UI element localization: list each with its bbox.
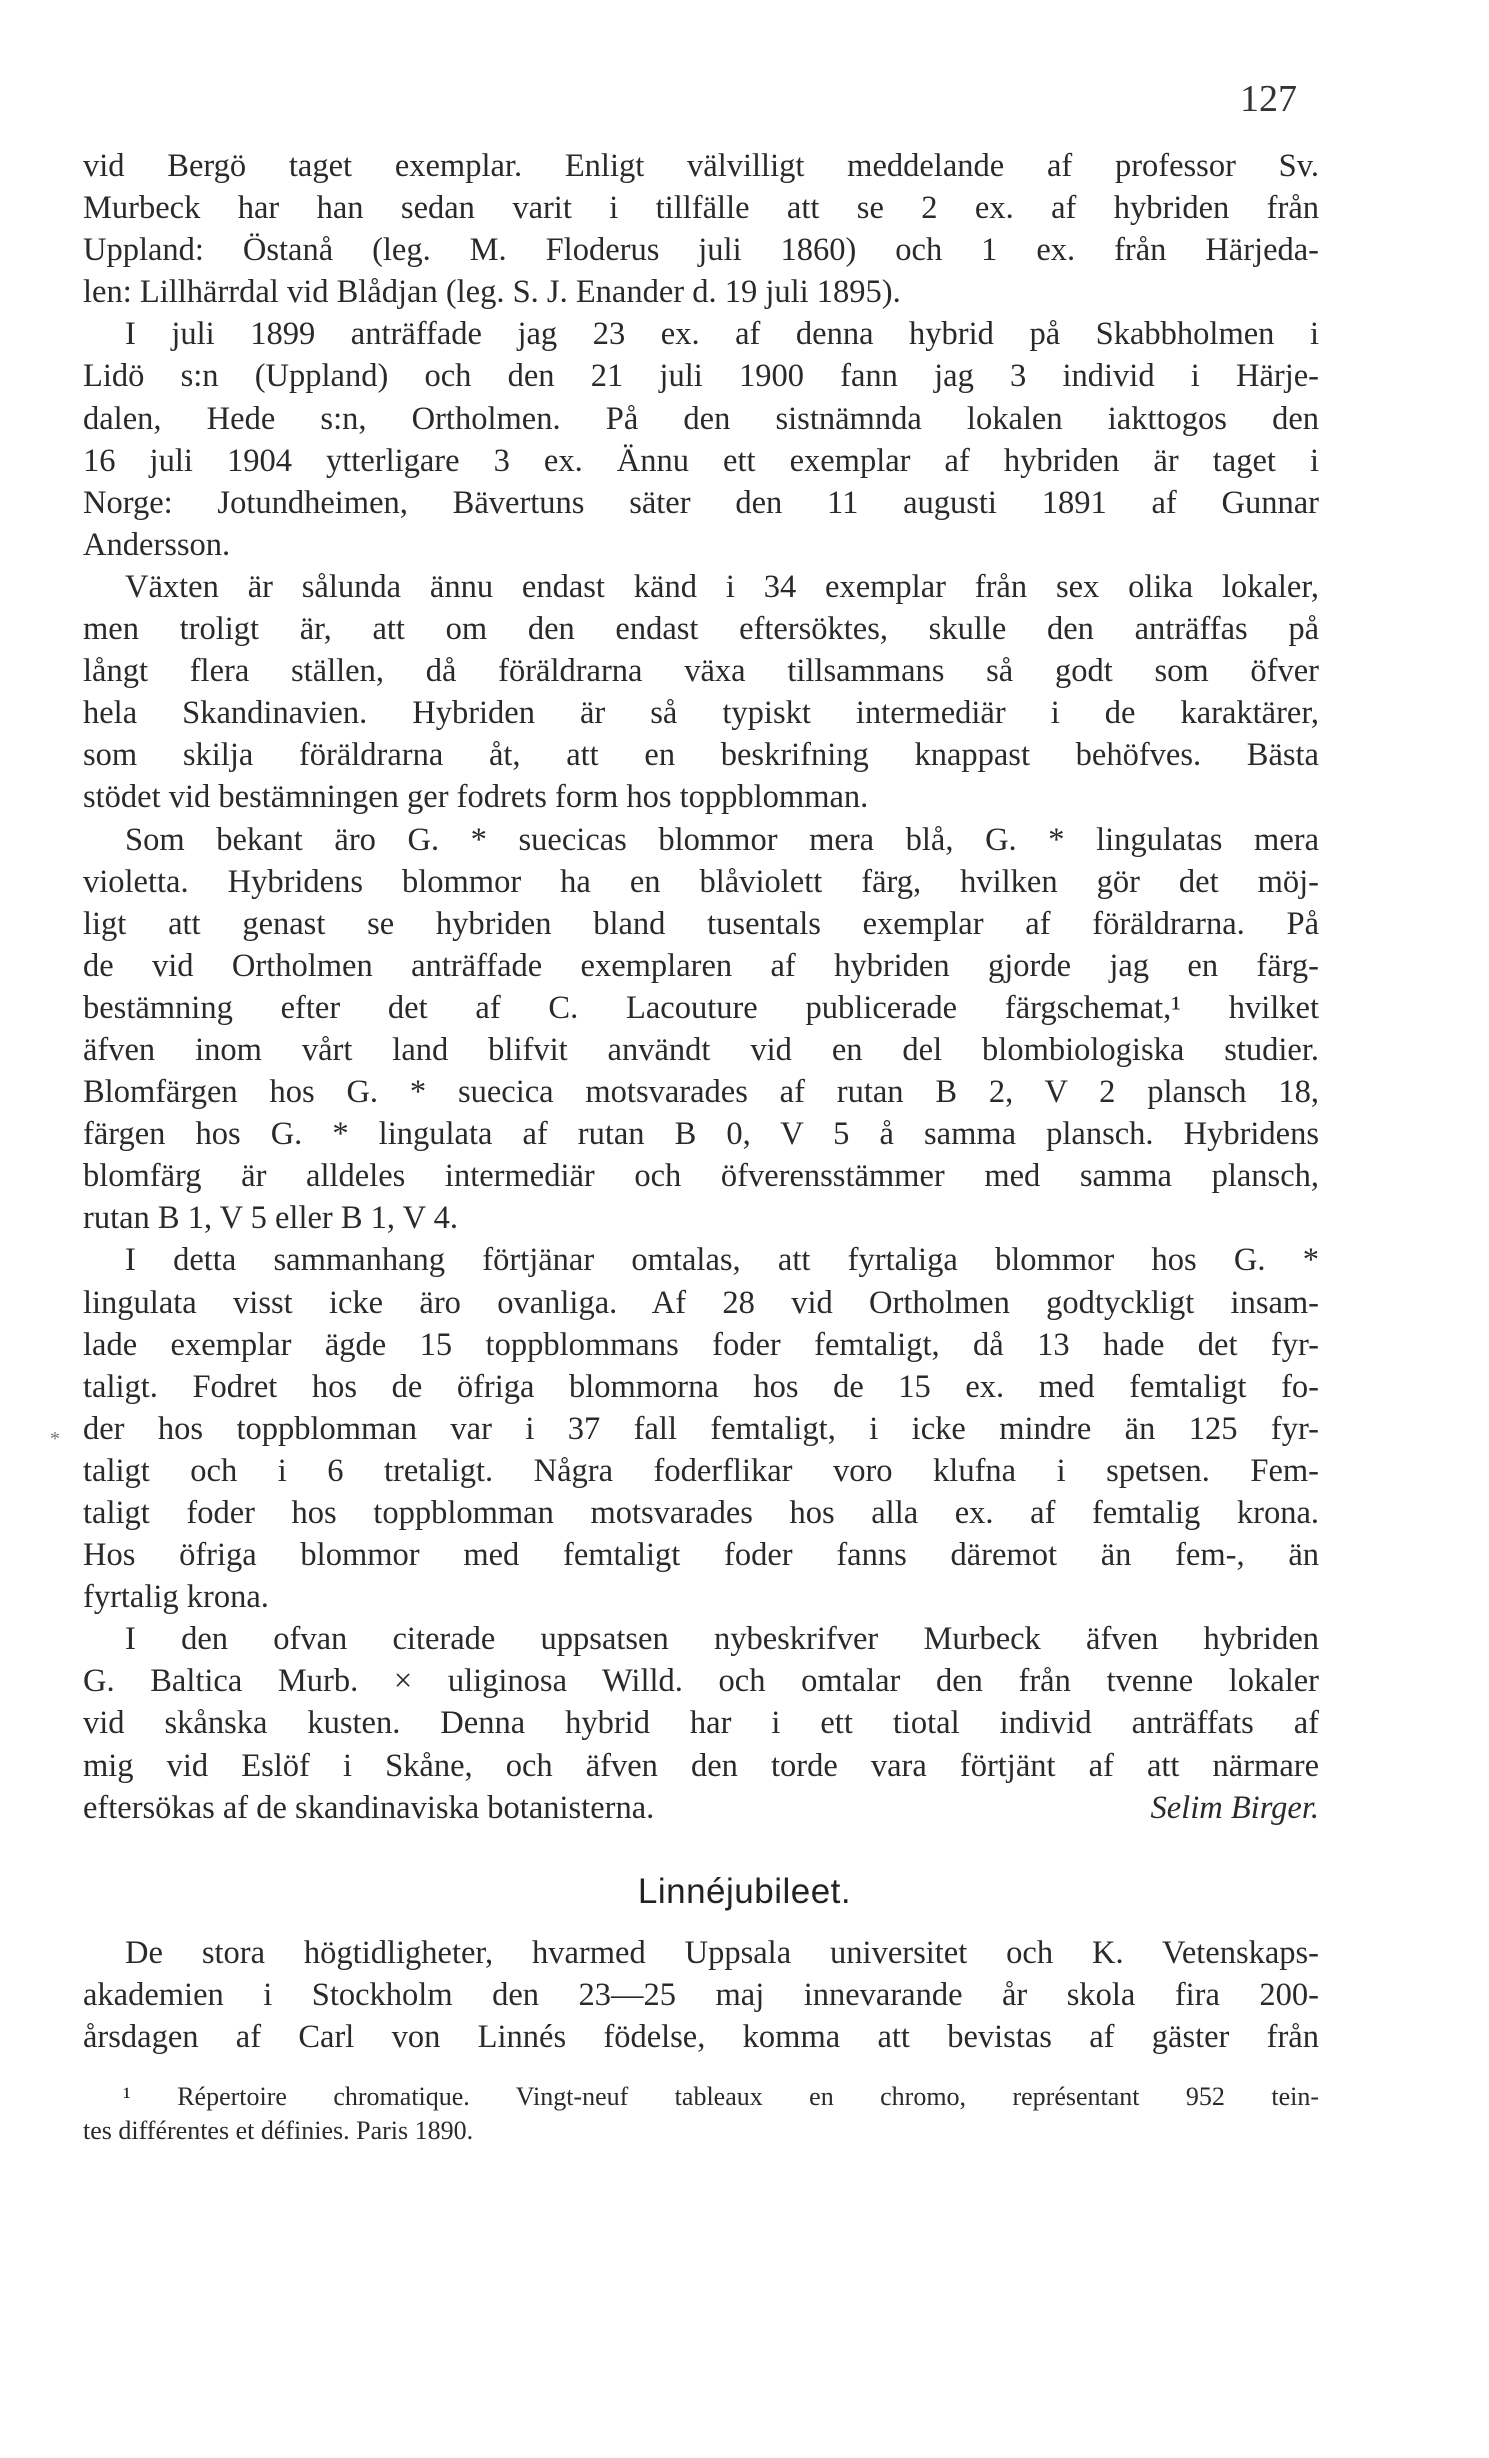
text-line: I den ofvan citerade uppsatsen nybeskrifver Murbeck äfven hybriden <box>125 1621 1319 1658</box>
text-line: lade exemplar ägde 15 toppblommans foder femtaligt, då 13 hade det fyr- <box>83 1326 1319 1363</box>
text-line: lingulata visst icke äro ovanliga. Af 28 vid Ortholmen godtyckligt insam- <box>83 1284 1319 1321</box>
text-line: långt flera ställen, då föräldrarna växa tillsammans så godt som öfver <box>83 653 1319 690</box>
text-line: G. Baltica Murb. × uliginosa Willd. och omtalar den från tvenne lokaler <box>83 1663 1319 1700</box>
text-line: Växten är sålunda ännu endast känd i 34 exemplar från sex olika lokaler, <box>125 568 1319 605</box>
text-line: äfven inom vårt land blifvit användt vid en del blombiologiska studier. <box>83 1031 1319 1068</box>
text-line: eftersökas af de skandinaviska botanisterna. <box>83 1789 655 1826</box>
text-line: Som bekant äro G. * suecicas blommor mera blå, G. * lingulatas mera <box>125 821 1319 858</box>
text-line: taligt foder hos toppblomman motsvarades hos alla ex. af femtalig krona. <box>83 1495 1319 1531</box>
author-signature: Selim Birger. <box>1150 1789 1319 1826</box>
text-line: Hos öfriga blommor med femtaligt foder fanns däremot än fem-, än <box>83 1537 1319 1574</box>
text-line: akademien i Stockholm den 23—25 maj innevarande år skola fira 200- <box>83 1977 1319 2014</box>
text-line: I detta sammanhang förtjänar omtalas, att fyrtaliga blommor hos G. * <box>125 1242 1319 1279</box>
text-line: Uppland: Östanå (leg. M. Floderus juli 1860) och 1 ex. från Härjeda- <box>83 232 1319 269</box>
text-line: ¹ Répertoire chromatique. Vingt-neuf tableaux en chromo, représentant 952 tein- <box>123 2082 1319 2111</box>
text-line: taligt. Fodret hos de öfriga blommorna hos de 15 ex. med femtaligt fo- <box>83 1368 1319 1405</box>
text-line: dalen, Hede s:n, Ortholmen. På den sistnämnda lokalen iakttogos den <box>83 400 1319 437</box>
text-line: hela Skandinavien. Hybriden är så typiskt intermediär i de karaktärer, <box>83 695 1319 732</box>
text-line: de vid Ortholmen anträffade exemplaren af hybriden gjorde jag en färg- <box>83 947 1319 984</box>
text-line: I juli 1899 anträffade jag 23 ex. af denna hybrid på Skabbholmen i <box>125 316 1319 353</box>
text-line: mig vid Eslöf i Skåne, och äfven den torde vara förtjänt af att närmare <box>83 1747 1319 1784</box>
section-body <box>83 1932 1319 2058</box>
text-line: stödet vid bestämningen ger fodrets form hos toppblomman. <box>83 779 869 816</box>
text-line: 16 juli 1904 ytterligare 3 ex. Ännu ett exemplar af hybriden är taget i <box>83 442 1319 479</box>
text-line: der hos toppblomman var i 37 fall femtaligt, i icke mindre än 125 fyr- <box>83 1410 1319 1447</box>
text-line: tes différentes et définies. Paris 1890. <box>83 2116 474 2145</box>
text-line: taligt och i 6 tretaligt. Några foderflikar voro klufna i spetsen. Fem- <box>83 1452 1319 1489</box>
signature-line <box>83 1787 1319 1829</box>
text-line: Murbeck har han sedan varit i tillfälle att se 2 ex. af hybriden från <box>83 190 1319 227</box>
text-line: som skilja föräldrarna åt, att en beskrifning knappast behöfves. Bästa <box>83 737 1319 774</box>
text-line: Andersson. <box>83 526 231 563</box>
text-line: blomfärg är alldeles intermediär och öfverensstämmer med samma plansch, <box>83 1158 1319 1195</box>
text-line: ligt att genast se hybriden bland tusentals exemplar af föräldrarna. På <box>83 905 1319 942</box>
page-number: 127 <box>1240 78 1297 120</box>
section-heading: Linnéjubileet. <box>637 1872 852 1911</box>
article-body <box>83 145 1319 1829</box>
text-line: bestämning efter det af C. Lacouture publicerade färgschemat,¹ hvilket <box>83 989 1319 1026</box>
text-line: violetta. Hybridens blommor ha en blåviolett färg, hvilken gör det möj- <box>83 863 1319 900</box>
text-line: len: Lillhärrdal vid Blådjan (leg. S. J. Enander d. 19 juli 1895). <box>83 274 901 311</box>
margin-mark: * <box>50 1428 60 1450</box>
text-line: Lidö s:n (Uppland) och den 21 juli 1900 fann jag 3 individ i Härje- <box>83 358 1319 395</box>
text-line: vid Bergö taget exemplar. Enligt välvilligt meddelande af professor Sv. <box>83 148 1319 184</box>
text-line: årsdagen af Carl von Linnés födelse, komma att bevistas af gäster från <box>83 2019 1319 2056</box>
footnote <box>83 2080 1319 2148</box>
text-line: vid skånska kusten. Denna hybrid har i ett tiotal individ anträffats af <box>83 1705 1319 1742</box>
text-line: Blomfärgen hos G. * suecica motsvarades af rutan B 2, V 2 plansch 18, <box>83 1074 1319 1111</box>
text-line: rutan B 1, V 5 eller B 1, V 4. <box>83 1200 458 1237</box>
text-line: De stora högtidligheter, hvarmed Uppsala universitet och K. Vetenskaps- <box>125 1935 1319 1971</box>
text-line: Norge: Jotundheimen, Bävertuns säter den 11 augusti 1891 af Gunnar <box>83 484 1319 521</box>
text-line: fyrtalig krona. <box>83 1579 269 1616</box>
text-line: men troligt är, att om den endast eftersöktes, skulle den anträffas på <box>83 611 1319 648</box>
text-line: färgen hos G. * lingulata af rutan B 0, V 5 å samma plansch. Hybridens <box>83 1116 1319 1153</box>
